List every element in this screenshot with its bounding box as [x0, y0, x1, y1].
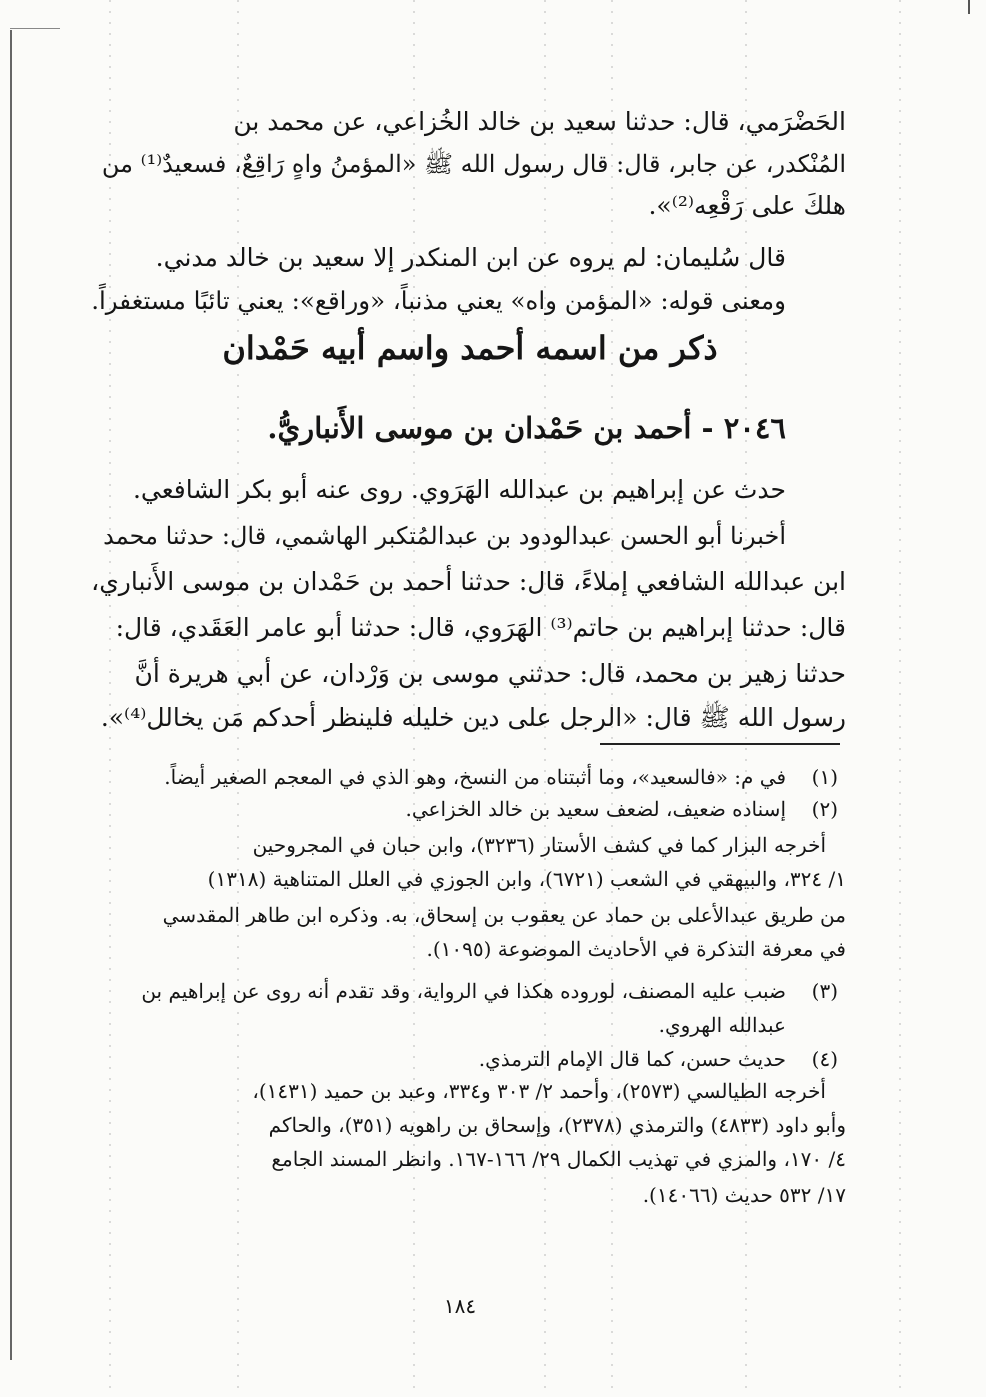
- footnote-number: (٢): [811, 797, 838, 821]
- footnote-line: ١/ ٣٢٤، والبيهقي في الشعب (٦٧٢١)، وابن الجوزي في العلل المتناهية (١٣١٨): [207, 867, 846, 891]
- footnote-line: وأبو داود (٤٨٣٣) والترمذي (٢٣٧٨)، وإسحاق بن راهويه (٣٥١)، والحاكم: [268, 1113, 846, 1137]
- footnote-divider: [600, 743, 840, 745]
- footnote-line: ٤/ ١٧٠، والمزي في تهذيب الكمال ٢٩/ ١٦٦-١٦٧. وانظر المسند الجامع: [271, 1147, 846, 1171]
- section-heading: ذكر من اسمه أحمد واسم أبيه حَمْدان: [222, 329, 718, 367]
- footnote-number: (٤): [811, 1047, 838, 1071]
- footnote-line: أخرجه البزار كما في كشف الأستار (٣٢٣٦)، وابن حبان في المجروحين: [252, 833, 826, 857]
- text-line: ومعنى قوله: «المؤمن واه» يعني مذنباً، «وراقع»: يعني تائبًا مستغفراً.: [91, 286, 786, 315]
- text-line: حدث عن إبراهيم بن عبدالله الهَرَوي. روى عنه أبو بكر الشافعي.: [132, 475, 786, 504]
- text-line: رسول الله ﷺ قال: «الرجل على دين خليله فلينظر أحدكم مَن يخالل⁽⁴⁾».: [100, 703, 846, 732]
- footnote-line: في معرفة التذكرة في الأحاديث الموضوعة (١٠٩٥).: [426, 937, 846, 961]
- page-number: ١٨٤: [443, 1294, 477, 1318]
- footnote-line: عبدالله الهروي.: [658, 1013, 786, 1037]
- scan-edge: [10, 30, 12, 1360]
- text-line: الحَضْرَمي، قال: حدثنا سعيد بن خالد الخُزاعي، عن محمد بن: [233, 107, 846, 136]
- entry-title: ٢٠٤٦ - أحمد بن حَمْدان بن موسى الأَنباريُّ.: [267, 411, 786, 445]
- scan-edge: [968, 0, 970, 14]
- text-line: ابن عبدالله الشافعي إملاءً، قال: حدثنا أحمد بن حَمْدان بن موسى الأَنباري،: [91, 567, 846, 596]
- footnote-line: في م: «فالسعيد»، وما أثبتناه من النسخ، وهو الذي في المعجم الصغير أيضاً.: [164, 765, 786, 789]
- footnote-line: من طريق عبدالأعلى بن حماد عن يعقوب بن إسحاق، به. وذكره ابن طاهر المقدسي: [162, 903, 846, 927]
- text-line: حدثنا زهير بن محمد، قال: حدثني موسى بن وَرْدان، عن أبي هريرة أنَّ: [134, 659, 846, 688]
- text-line: قال سُليمان: لم يروه عن ابن المنكدر إلا سعيد بن خالد مدني.: [155, 243, 786, 272]
- footnote-line: ١٧/ ٥٣٢ حديث (١٤٠٦٦).: [642, 1183, 846, 1207]
- text-line: قال: حدثنا إبراهيم بن حاتم⁽³⁾ الهَرَوي، قال: حدثنا أبو عامر العَقَدي، قال:: [115, 613, 846, 642]
- text-line: أخبرنا أبو الحسن عبدالودود بن عبدالمُتكبر الهاشمي، قال: حدثنا محمد: [103, 522, 786, 550]
- footnote-number: (٣): [811, 979, 838, 1003]
- footnote-line: ضبب عليه المصنف، لوروده هكذا في الرواية، وقد تقدم أنه روى عن إبراهيم بن: [141, 979, 786, 1003]
- scan-edge: [10, 28, 60, 29]
- footnote-line: أخرجه الطيالسي (٢٥٧٣)، وأحمد ٢/ ٣٠٣ و٣٣٤، وعبد بن حميد (١٤٣١)،: [252, 1079, 826, 1103]
- footnote-number: (١): [811, 765, 838, 789]
- footnote-line: حديث حسن، كما قال الإمام الترمذي.: [478, 1047, 786, 1071]
- text-line: هلكَ على رَقْعِه⁽²⁾».: [648, 191, 846, 220]
- text-line: المُنْكدر، عن جابر، قال: قال رسول الله ﷺ «المؤمنُ واهٍ رَاقِعٌ، فسعيدٌ⁽¹⁾ من: [101, 150, 846, 178]
- footnote-line: إسناده ضعيف، لضعف سعيد بن خالد الخزاعي.: [405, 797, 786, 821]
